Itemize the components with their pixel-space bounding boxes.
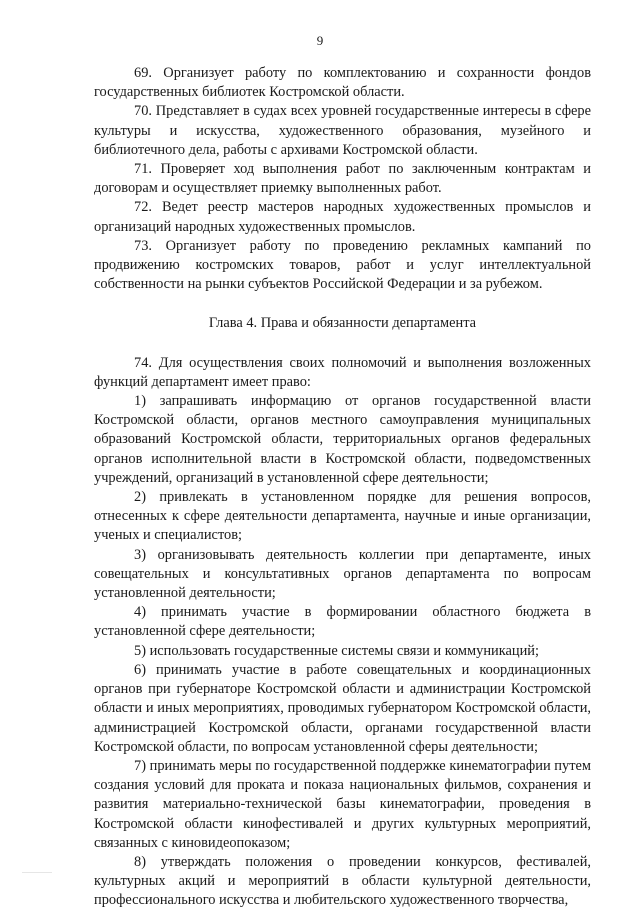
list-item-5: 5) использовать государственные системы связи и коммуникаций; <box>134 642 539 659</box>
scan-artifact <box>22 872 52 873</box>
spacer <box>94 334 591 354</box>
page-number: 9 <box>316 33 324 48</box>
list-item-7: 7) принимать меры по государственной поддержке кинематографии путем создания условий для проката и показа национальных фильмов, сохранения и развития материально-технической базы кинематографии, проведения в Костромской области кинофестивалей и других культурных мероприятий, связанных с киновидеопоказом; <box>94 757 591 851</box>
list-item-3: 3) организовывать деятельность коллегии при департаменте, иных совещательных и консультативных органов департамента по вопросам установленной деятельности; <box>94 546 591 602</box>
paragraph-73: 73. Организует работу по проведению рекламных кампаний по продвижению костромских товаров, работ и услуг интеллектуальной собственности на рынки субъектов Российской Федерации и за рубежом. <box>94 237 591 293</box>
paragraph-69: 69. Организует работу по комплектованию и сохранности фондов государственных библиотек Костромской области. <box>94 65 591 101</box>
paragraph-71: 71. Проверяет ход выполнения работ по заключенным контрактам и договорам и осуществляет приемку выполненных работ. <box>94 161 591 197</box>
spacer <box>94 294 591 314</box>
list-item-6: 6) принимать участие в работе совещательных и координационных органов при губернаторе Костромской области и администрации Костромской области и иных мероприятиях, проводимых губернатором Костромской области, администрацией Костромской области, органами государственной власти Костромской области, по вопросам установленной сферы деятельности; <box>94 661 591 755</box>
paragraph-72: 72. Ведет реестр мастеров народных художественных промыслов и организаций народных художественных промыслов. <box>94 199 591 235</box>
chapter-heading: Глава 4. Права и обязанности департамента <box>208 315 477 332</box>
document-body <box>94 64 591 911</box>
list-item-4: 4) принимать участие в формировании областного бюджета в установленной сфере деятельности; <box>94 604 591 640</box>
paragraph-74: 74. Для осуществления своих полномочий и выполнения возложенных функций департамент имеет право: <box>94 354 591 390</box>
list-item-2: 2) привлекать в установленном порядке для решения вопросов, отнесенных к сфере деятельности департамента, научные и иные организации, ученых и специалистов; <box>94 489 591 544</box>
list-item-8: 8) утверждать положения о проведении конкурсов, фестивалей, культурных акций и мероприятий в области культурной деятельности, профессионального искусства и любительского художественного творчества, <box>94 853 591 909</box>
paragraph-70: 70. Представляет в судах всех уровней государственные интересы в сфере культуры и искусства, художественного образования, музейного и библиотечного дела, работы с архивами Костромской области. <box>94 103 591 158</box>
list-item-1: 1) запрашивать информацию от органов государственной власти Костромской области, органов местного самоуправления муниципальных образований Костромской области, территориальных органов федеральных органов исполнительной власти в Костромской области, подведомственных учреждений, организаций в установленной сфере деятельности; <box>94 393 591 486</box>
